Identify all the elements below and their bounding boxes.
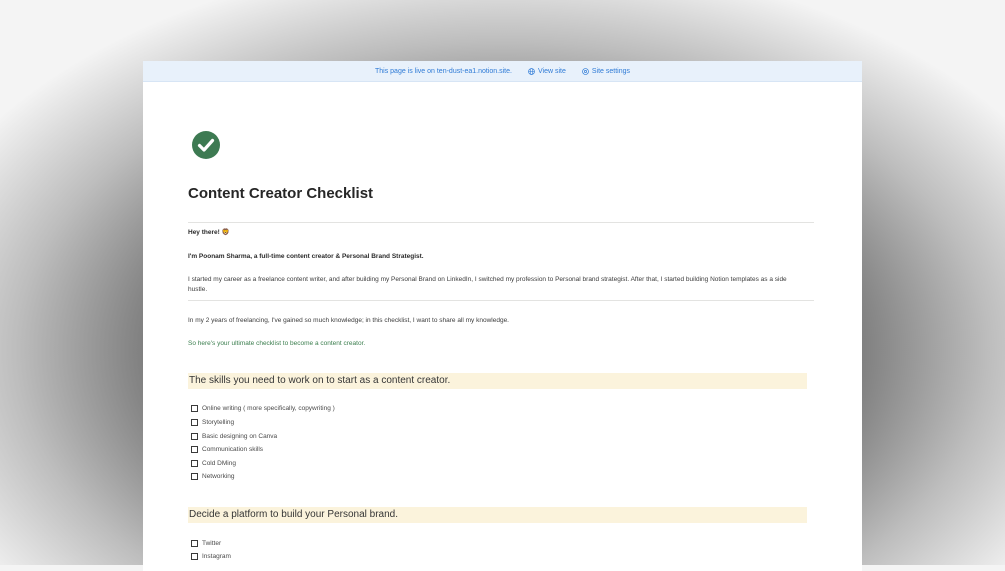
page-title: Content Creator Checklist: [188, 185, 374, 202]
lion-emoji: 🦁: [221, 229, 230, 236]
todo-checkbox[interactable]: [191, 540, 198, 547]
notion-page-window: [143, 61, 862, 571]
todo-label: Communication skills: [202, 446, 264, 453]
todo-checkbox[interactable]: [191, 433, 198, 440]
todo-item: [191, 433, 277, 440]
todo-label: Online writing ( more specifically, copywriting ): [202, 405, 335, 412]
todo-checkbox[interactable]: [191, 473, 198, 480]
todo-label: Basic designing on Canva: [202, 433, 278, 440]
todo-checkbox[interactable]: [191, 446, 198, 453]
site-settings-link[interactable]: [582, 68, 630, 75]
view-site-label: View site: [537, 67, 566, 75]
check-circle-icon: [192, 131, 220, 159]
lead-in-text: So here's your ultimate checklist to become a content creator.: [188, 340, 366, 347]
platform-heading: Decide a platform to build your Personal brand.: [188, 507, 807, 523]
divider: [188, 300, 814, 301]
experience-paragraph: In my 2 years of freelancing, I've gained so much knowledge; in this checklist, I want to share all my knowledge.: [188, 317, 509, 324]
greeting-line: [188, 228, 798, 238]
todo-item: [191, 419, 234, 426]
intro-paragraph: I started my career as a freelance content writer, and after building my Personal Brand on LinkedIn, I switched my profession to Personal brand strategist. After that, I started building Notion templates as a side hustle.: [188, 276, 787, 293]
todo-item: [191, 405, 335, 412]
todo-item: [191, 553, 231, 560]
intro-bold-text: I'm Poonam Sharma, a full-time content creator & Personal Brand Strategist.: [188, 253, 424, 260]
todo-checkbox[interactable]: [191, 553, 198, 560]
globe-icon: [528, 68, 535, 75]
page-icon[interactable]: [192, 131, 220, 164]
todo-label: Storytelling: [202, 419, 235, 426]
todo-label: Networking: [202, 473, 235, 480]
todo-checkbox[interactable]: [191, 419, 198, 426]
published-status-text: This page is live on ten-dust-ea1.notion.site.: [375, 67, 512, 75]
published-banner: [143, 61, 862, 82]
divider: [188, 222, 814, 223]
todo-item: [191, 460, 236, 467]
view-site-link[interactable]: [528, 68, 566, 75]
todo-item: [191, 473, 235, 480]
todo-label: Instagram: [202, 553, 231, 560]
todo-checkbox[interactable]: [191, 405, 198, 412]
greeting-text: Hey there!: [188, 229, 220, 236]
todo-label: Twitter: [202, 540, 222, 547]
site-settings-label: Site settings: [591, 67, 630, 75]
settings-icon: [582, 68, 589, 75]
todo-item: [191, 540, 221, 547]
todo-checkbox[interactable]: [191, 460, 198, 467]
skills-heading: The skills you need to work on to start as a content creator.: [188, 373, 807, 389]
todo-label: Cold DMing: [202, 460, 236, 467]
todo-item: [191, 446, 263, 453]
